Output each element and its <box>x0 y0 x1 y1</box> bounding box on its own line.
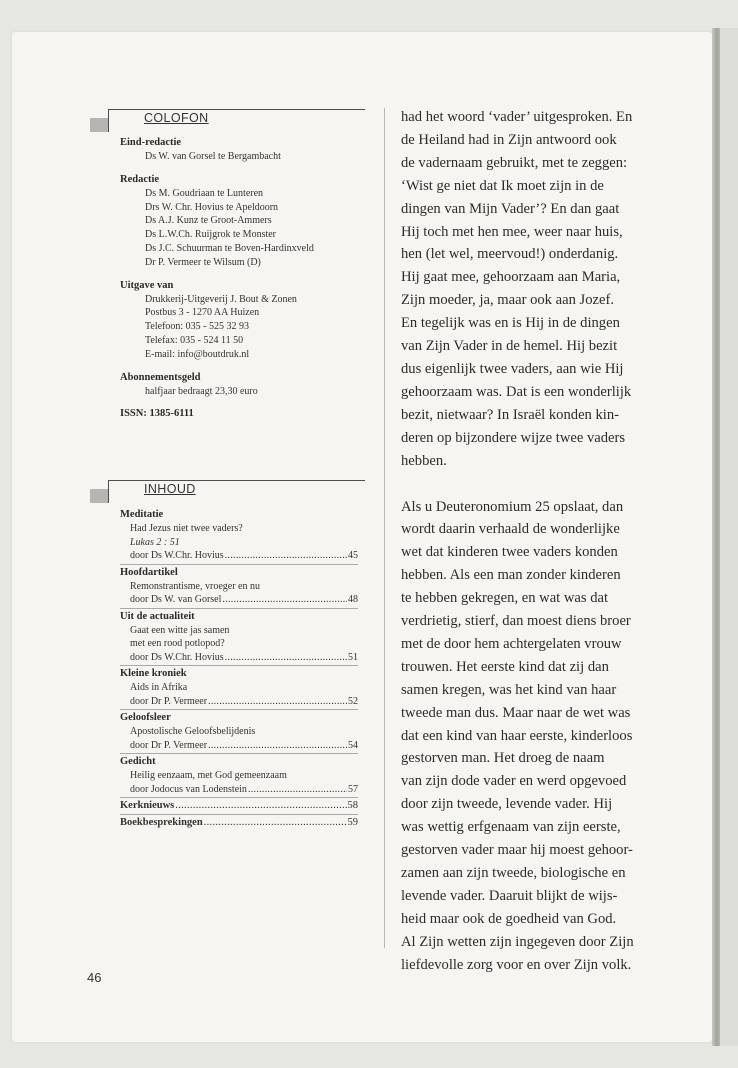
toc-line: met een rood potlopod? <box>130 638 225 650</box>
toc-line: Heilig eenzaam, met God gemeenzaam <box>130 770 287 782</box>
table-of-contents <box>120 507 358 831</box>
text-line: En tegelijk was en is Hij in de dingen <box>401 315 620 332</box>
page-spine <box>712 28 720 1046</box>
toc-entry-label: door Dr P. Vermeer <box>130 695 208 707</box>
toc-section <box>120 666 358 710</box>
toc-entry <box>120 549 358 563</box>
text-line: dingen van Mijn Vader’? En dan gaat <box>401 200 620 217</box>
header-block <box>90 489 108 503</box>
colofon-group <box>120 173 370 270</box>
toc-section-head: Uit de actualiteit <box>120 610 195 622</box>
toc-line: Apostolische Geloofsbelijdenis <box>130 726 256 738</box>
toc-entry <box>120 816 358 830</box>
dot-leader <box>225 549 347 563</box>
colofon-group <box>120 279 370 362</box>
article-text <box>401 106 669 977</box>
page-edge <box>720 28 738 1046</box>
text-line: wet dat kinderen twee vaders konden <box>401 544 618 561</box>
toc-section <box>120 565 358 609</box>
dot-leader <box>208 739 347 753</box>
toc-section-head: Gedicht <box>120 756 156 768</box>
text-line: heid maar ook de goedheid van God. <box>401 910 617 927</box>
toc-entry-label: door Jodocus van Lodenstein <box>130 783 247 795</box>
colofon-groups <box>90 136 370 398</box>
text-line: wordt daarin verhaald de wonderlijke <box>401 521 620 538</box>
toc-section-head: Geloofsleer <box>120 712 171 724</box>
text-line: gestorven vader maar hij moest gehoor- <box>401 842 633 859</box>
page-number: 46 <box>87 970 102 985</box>
colofon-group <box>120 136 370 164</box>
toc-line: Remonstrantisme, vroeger en nu <box>130 580 260 592</box>
toc-entry-label: door Ds W.Chr. Hovius <box>130 550 224 562</box>
paragraph-2 <box>401 496 669 977</box>
toc-page-number: 52 <box>348 695 358 707</box>
text-line: bezit, nietwaar? In Israël konden kin- <box>401 406 620 423</box>
dot-leader <box>222 593 347 607</box>
toc-page-number: 58 <box>347 800 358 812</box>
text-line: Hij gaat mee, gehoorzaam aan Maria, <box>401 269 621 286</box>
colofon-line: Telefoon: 035 - 525 32 93 <box>145 321 250 333</box>
inhoud-header <box>90 479 370 499</box>
toc-section <box>120 710 358 754</box>
text-line: dus eigenlijk twee vaders, aan wie Hij <box>401 360 624 377</box>
toc-section-head: Meditatie <box>120 509 164 521</box>
colofon-header <box>90 108 370 128</box>
text-line: van Zijn Vader in de hemel. Hij bezit <box>401 338 618 355</box>
text-line: gestorven man. Het droeg de naam <box>401 750 605 767</box>
text-line: was wettig erfgenaam van zijn eerste, <box>401 819 621 836</box>
toc-page-number: 54 <box>348 739 358 751</box>
text-line: te hebben gekregen, en wat was dat <box>401 590 609 607</box>
colofon-group-head: Eind-redactie <box>120 137 182 148</box>
text-line: deren op bijzondere wijze twee vaders <box>401 429 626 446</box>
toc-section <box>120 507 358 565</box>
toc-section <box>120 798 358 815</box>
text-line: de Heiland had in Zijn antwoord ook <box>401 131 617 148</box>
colofon-title: COLOFON <box>144 111 209 125</box>
colofon-line: E-mail: info@boutdruk.nl <box>145 348 250 360</box>
header-block <box>90 118 108 132</box>
toc-entry <box>120 783 358 797</box>
colofon-line: Dr P. Vermeer te Wilsum (D) <box>145 256 261 268</box>
colofon-line: Ds J.C. Schuurman te Boven-Hardinxveld <box>145 242 314 254</box>
text-line: Al Zijn wetten zijn ingegeven door Zijn <box>401 933 634 950</box>
toc-section-head: Hoofdartikel <box>120 566 178 578</box>
colofon-line: Drukkerij-Uitgeverij J. Bout & Zonen <box>145 293 297 305</box>
toc-page-number: 45 <box>348 550 358 562</box>
text-line: verdrietig, stierf, dan moest diens broer <box>401 613 631 630</box>
colofon-line: halfjaar bedraagt 23,30 euro <box>145 385 258 397</box>
text-line: zamen aan zijn tweede, biologische en <box>401 865 626 881</box>
text-line: van zijn dode vader en werd opgevoed <box>401 773 627 790</box>
toc-entry-label: door Dr P. Vermeer <box>130 739 208 751</box>
dot-leader <box>208 695 347 709</box>
toc-section <box>120 815 358 831</box>
text-line: Als u Deuteronomium 25 opslaat, dan <box>401 498 624 515</box>
colofon-group-head: Uitgave van <box>120 279 174 291</box>
colofon-line: Ds A.J. Kunz te Groot-Ammers <box>145 215 272 227</box>
text-line: door zijn tweede, levende vader. Hij <box>401 796 613 813</box>
colofon-group <box>120 371 370 399</box>
colofon-group-head: Redactie <box>120 173 160 185</box>
colofon-line: Ds W. van Gorsel te Bergambacht <box>145 151 281 162</box>
text-line: levende vader. Daaruit blijkt de wijs- <box>401 887 618 904</box>
paragraph-1 <box>401 106 669 473</box>
text-line: tweede man dus. Maar naar de wet was <box>401 704 631 721</box>
text-line: had het woord ‘vader’ uitgesproken. En <box>401 109 633 125</box>
toc-entry <box>120 593 358 607</box>
toc-page-number: 48 <box>348 594 358 606</box>
toc-section <box>120 754 358 798</box>
text-line: dat een kind van haar eerste, kinderloos <box>401 727 633 744</box>
toc-entry-label: Kerknieuws <box>120 800 175 812</box>
toc-line: Had Jezus niet twee vaders? <box>130 523 243 535</box>
colofon-line: Telefax: 035 - 524 11 50 <box>145 334 244 346</box>
colofon-line: Ds M. Goudriaan te Lunteren <box>145 187 264 199</box>
colofon-line: Drs W. Chr. Hovius te Apeldoorn <box>145 201 279 213</box>
toc-entry <box>120 695 358 709</box>
colofon-line: Postbus 3 - 1270 AA Huizen <box>145 307 260 319</box>
column-divider <box>384 108 385 948</box>
toc-entry-label: door Ds W. van Gorsel <box>130 594 222 606</box>
text-line: de vadernaam gebruikt, met te zeggen: <box>401 154 628 171</box>
toc-line: Aids in Afrika <box>130 682 188 694</box>
toc-entry <box>120 651 358 665</box>
toc-entry <box>120 799 358 813</box>
colofon-group-head: Abonnementsgeld <box>120 371 201 383</box>
dot-leader <box>248 783 347 797</box>
text-line: hebben. <box>401 452 447 469</box>
text-line: gehoorzaam was. Dat is een wonderlijk <box>401 383 632 400</box>
colofon-line: Ds L.W.Ch. Ruijgrok te Monster <box>145 229 277 241</box>
dot-leader <box>204 816 347 830</box>
left-column <box>90 108 370 831</box>
issn: ISSN: 1385-6111 <box>120 408 194 420</box>
toc-page-number: 59 <box>347 817 358 829</box>
text-line: Hij toch met hen mee, weer naar huis, <box>401 223 623 240</box>
text-line: trouwen. Het eerste kind dat zij dan <box>401 658 609 675</box>
text-line: hen (let wel, meervoud!) onderdanig. <box>401 246 619 263</box>
text-line: Zijn moeder, ja, maar ook aan Jozef. <box>401 292 614 309</box>
toc-entry <box>120 739 358 753</box>
dot-leader <box>225 651 347 665</box>
text-line: samen kregen, was het kind van haar <box>401 681 617 698</box>
toc-section-head: Kleine kroniek <box>120 668 187 680</box>
toc-entry-label: door Ds W.Chr. Hovius <box>130 651 224 663</box>
text-line: ‘Wist ge niet dat Ik moet zijn in de <box>401 177 604 194</box>
text-line: met de door hem achtergelaten vrouw <box>401 635 622 652</box>
toc-line: Gaat een witte jas samen <box>130 624 230 636</box>
toc-page-number: 51 <box>348 651 358 663</box>
toc-section <box>120 609 358 667</box>
inhoud-title: INHOUD <box>144 482 196 497</box>
toc-page-number: 57 <box>348 783 358 795</box>
toc-reference: Lukas 2 : 51 <box>130 536 180 548</box>
toc-entry-label: Boekbesprekingen <box>120 817 203 829</box>
text-line: liefdevolle zorg voor en over Zijn volk. <box>401 956 632 973</box>
text-line: hebben. Als een man zonder kinderen <box>401 567 621 584</box>
dot-leader <box>175 799 346 813</box>
